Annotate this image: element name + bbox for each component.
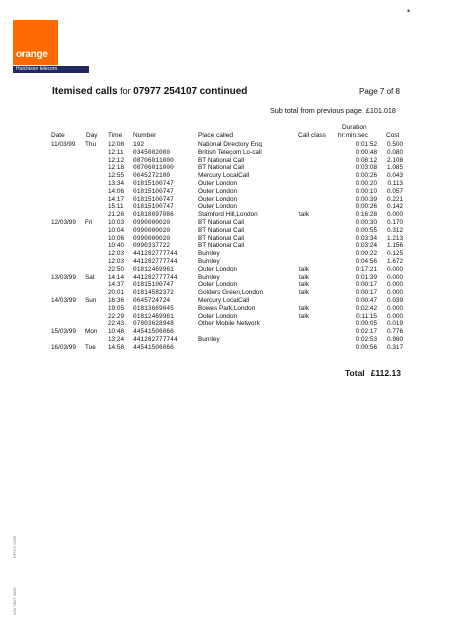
cell-class: talk [299, 312, 309, 320]
cell-place: BT National Call [198, 226, 245, 234]
cell-class [299, 172, 343, 180]
subtotal-value: £101.018 [365, 106, 396, 115]
cell-number: 01815100747 [133, 281, 174, 289]
cell-class [299, 320, 343, 328]
cell-date: 16/03/99 [51, 343, 76, 351]
cell-cost: 0.000 [387, 289, 403, 297]
table-row [51, 274, 403, 282]
cell-number: 44541506066 [133, 343, 174, 351]
cell-cost: 0.776 [387, 328, 403, 336]
cell-time: 12:03 [108, 250, 124, 258]
cell-class [299, 196, 343, 204]
cell-duration: 0:01:39 [355, 273, 377, 281]
cell-date [51, 149, 85, 157]
cell-class [299, 336, 343, 344]
cell-place: National Directory Enq [198, 141, 262, 148]
table-row [51, 157, 403, 165]
cell-time: 10:04 [108, 226, 124, 234]
cell-place: BT National Call [198, 234, 245, 242]
cell-number: 0645724724 [133, 296, 171, 304]
table-row [51, 149, 403, 157]
total-label: Total [345, 368, 365, 378]
cell-cost: 0.000 [387, 304, 403, 312]
table-row [51, 258, 403, 266]
cell-time: 22:50 [108, 265, 124, 273]
cell-place: Golders Green,London [198, 289, 264, 297]
cell-time: 20:01 [108, 289, 124, 297]
cell-cost: 1.672 [387, 257, 403, 265]
cell-duration: 0:00:47 [355, 296, 377, 304]
table-row [51, 242, 403, 250]
table-row [51, 297, 403, 305]
calls-table [51, 141, 403, 352]
cell-class [299, 328, 343, 336]
cell-date [51, 180, 85, 188]
table-row [51, 266, 403, 274]
cell-duration: 0:00:30 [355, 218, 377, 226]
cell-duration: 0:08:12 [355, 156, 377, 164]
table-row [51, 203, 403, 211]
cell-day [85, 258, 108, 266]
cell-time: 12:11 [108, 148, 124, 156]
cell-duration: 0:03:24 [355, 242, 377, 250]
cell-date [51, 242, 85, 250]
cell-time: 12:08 [108, 141, 124, 148]
cell-cost: 0.312 [387, 226, 403, 234]
cell-time: 14:37 [108, 281, 124, 289]
cell-class [299, 203, 343, 211]
table-row [51, 281, 403, 289]
cell-duration: 0:11:15 [356, 312, 377, 320]
cell-cost: 0.980 [387, 335, 403, 343]
table-row [51, 328, 403, 336]
cell-duration: 0:01:52 [355, 141, 377, 148]
cell-date [51, 172, 85, 180]
cell-duration: 0:02:42 [355, 304, 377, 312]
col-duration-top: Duration [342, 124, 367, 131]
logo-tagline: Hutchison telecom [13, 66, 89, 73]
cell-day [85, 196, 108, 204]
col-place: Place called [198, 132, 234, 139]
cell-duration: 0:00:39 [355, 195, 377, 203]
cell-class [299, 149, 343, 157]
cell-time: 22:43 [108, 320, 124, 328]
table-row [51, 188, 403, 196]
cell-cost: 0.500 [387, 141, 403, 148]
cell-time: 13:24 [108, 335, 124, 343]
table-row [51, 344, 403, 352]
table-row [51, 250, 403, 258]
cell-cost: 1.213 [387, 234, 403, 242]
cell-place: Burnley [198, 273, 220, 281]
total-line [345, 368, 401, 378]
cell-duration: 0:00:17 [355, 281, 377, 289]
cell-cost: 0.057 [387, 187, 403, 195]
cell-number: 01815100747 [133, 179, 174, 187]
cell-cost: 0.000 [387, 312, 403, 320]
cell-day: Tue [85, 343, 96, 351]
cell-date [51, 203, 85, 211]
cell-class [299, 141, 343, 149]
cell-date [51, 211, 85, 219]
cell-day [85, 227, 108, 235]
table-row [51, 172, 403, 180]
table-row [51, 180, 403, 188]
cell-number: 0990000020 [133, 234, 171, 242]
table-row [51, 320, 403, 328]
cell-duration: 0:02:53 [355, 335, 377, 343]
cell-time: 13:34 [108, 179, 124, 187]
cell-time: 19:05 [108, 304, 124, 312]
cell-number: 441282777744 [133, 273, 178, 281]
cell-number: 0345002000 [133, 148, 171, 156]
cell-place: Outer London [198, 312, 238, 320]
cell-duration: 0:16:28 [355, 211, 377, 219]
cell-date: 14/03/99 [51, 296, 76, 304]
cell-cost: 0.221 [387, 195, 403, 203]
col-day: Day [86, 132, 98, 139]
cell-date [51, 250, 85, 258]
cell-number: 01814582372 [133, 289, 174, 297]
cell-time: 14:17 [108, 195, 124, 203]
phone-number: 07977 254107 [133, 86, 198, 97]
cell-cost: 0.170 [387, 218, 403, 226]
subtotal-line [270, 106, 396, 115]
cell-class: talk [299, 289, 309, 297]
cell-place: Other Mobile Network [198, 320, 260, 328]
cell-class [299, 219, 343, 227]
cell-number: 01815100747 [133, 203, 174, 211]
cell-duration: 0:00:26 [355, 172, 377, 180]
table-row [51, 305, 403, 313]
cell-time: 16:36 [108, 296, 124, 304]
side-mark-2: A09 7B07 4068 [12, 587, 17, 615]
cell-number: 01812469961 [133, 265, 174, 273]
cell-date [51, 266, 85, 274]
cell-cost: 0.000 [387, 273, 403, 281]
cell-place: Outer London [198, 195, 238, 203]
cell-cost: 0.000 [387, 211, 403, 219]
cell-day [85, 188, 108, 196]
table-row [51, 289, 403, 297]
col-date: Date [51, 132, 65, 139]
cell-number: 0990337722 [133, 242, 171, 250]
cell-cost: 1.156 [387, 242, 403, 250]
cell-number: 0645272100 [133, 172, 171, 180]
cell-number: 01815100747 [133, 195, 174, 203]
cell-place: Outer London [198, 281, 238, 289]
cell-day [85, 172, 108, 180]
cell-date [51, 336, 85, 344]
cell-day [85, 180, 108, 188]
cell-place: Bowes Park,London [198, 304, 256, 312]
cell-day: Sat [85, 273, 95, 281]
side-mark-1: DP072 0299 [12, 535, 17, 558]
cell-time: 12:03 [108, 257, 124, 265]
col-cost: Cost [386, 132, 400, 139]
cell-class [299, 297, 343, 305]
cell-cost: 0.113 [387, 179, 403, 187]
cell-day [85, 313, 108, 321]
cell-day [85, 289, 108, 297]
cell-class [299, 344, 343, 352]
cell-date [51, 157, 85, 165]
cell-duration: 0:00:56 [355, 343, 377, 351]
table-row [51, 211, 403, 219]
cell-time: 10:48 [108, 328, 124, 336]
cell-place: Mercury LocalCall [198, 172, 250, 180]
cell-class: talk [299, 304, 309, 312]
table-row [51, 227, 403, 235]
cell-day: Sun [85, 296, 97, 304]
cell-cost: 0.019 [387, 320, 403, 328]
cell-day [85, 320, 108, 328]
cell-day [85, 281, 108, 289]
cell-number: 192 [133, 141, 145, 148]
cell-date: 11/03/99 [51, 141, 76, 148]
page-number: Page 7 of 8 [359, 87, 400, 96]
cell-class [299, 180, 343, 188]
cell-number: 441282777744 [133, 257, 178, 265]
cell-number: 441282777744 [133, 250, 178, 258]
cell-cost: 0.039 [387, 296, 403, 304]
cell-cost: 0.080 [387, 148, 403, 156]
cell-place [198, 328, 299, 336]
cell-cost: 0.317 [387, 343, 403, 351]
cell-duration: 0:03:08 [355, 164, 377, 172]
cell-day [85, 250, 108, 258]
title-continued: continued [199, 86, 248, 97]
cell-date: 12/03/99 [51, 218, 76, 226]
cell-cost: 0.125 [387, 250, 403, 258]
table-row [51, 235, 403, 243]
cell-date [51, 313, 85, 321]
cell-number: 08706011000 [133, 164, 174, 172]
cell-duration: 0:00:48 [355, 148, 377, 156]
cell-place [198, 344, 299, 352]
col-duration-bottom: hr:min:sec [338, 132, 368, 139]
cell-time: 14:06 [108, 187, 124, 195]
col-number: Number [133, 132, 157, 139]
cell-date [51, 196, 85, 204]
cell-time: 10:03 [108, 218, 124, 226]
cell-duration: 0:02:17 [355, 328, 377, 336]
cell-cost: 0.142 [387, 203, 403, 211]
corner-mark: • [407, 6, 411, 16]
cell-duration: 0:00:20 [355, 179, 377, 187]
cell-time: 22:29 [108, 312, 124, 320]
cell-number: 0990000020 [133, 218, 171, 226]
cell-duration: 0:00:05 [355, 320, 377, 328]
cell-place: Burnley [198, 250, 220, 258]
table-row [51, 313, 403, 321]
cell-class [299, 164, 343, 172]
cell-time: 15:11 [108, 203, 124, 211]
logo-word: orange [16, 49, 48, 60]
cell-number: 07803628948 [133, 320, 174, 328]
cell-day [85, 164, 108, 172]
cell-place: Outer London [198, 187, 238, 195]
cell-time: 12:55 [108, 172, 124, 180]
cell-place: Burnley [198, 257, 220, 265]
cell-class [299, 258, 343, 266]
cell-place: BT National Call [198, 164, 245, 172]
cell-duration: 0:00:26 [355, 203, 377, 211]
col-class: Call class [298, 132, 326, 139]
cell-place: Outer London [198, 265, 238, 273]
cell-number: 0990000020 [133, 226, 171, 234]
cell-class [299, 235, 343, 243]
cell-day [85, 157, 108, 165]
cell-number: 01813669045 [133, 304, 174, 312]
cell-class [299, 250, 343, 258]
cell-date [51, 188, 85, 196]
cell-day [85, 305, 108, 313]
cell-time: 12:18 [108, 164, 124, 172]
cell-class: talk [299, 273, 309, 281]
table-row [51, 219, 403, 227]
cell-day [85, 242, 108, 250]
cell-place: Outer London [198, 203, 238, 211]
cell-number: 441282777744 [133, 335, 178, 343]
cell-place: Outer London [198, 179, 238, 187]
cell-cost: 0.000 [387, 265, 403, 273]
cell-duration: 0:17:21 [355, 265, 377, 273]
cell-date: 13/03/99 [51, 273, 76, 281]
cell-number: 44541506066 [133, 328, 174, 336]
cell-number: 01818097086 [133, 211, 174, 219]
cell-place: BT National Call [198, 156, 245, 164]
cell-day [85, 211, 108, 219]
cell-cost: 1.085 [387, 164, 403, 172]
cell-duration: 0:00:17 [355, 289, 377, 297]
calls-table-body [51, 141, 403, 352]
total-value: £112.13 [370, 368, 401, 378]
cell-cost: 0.000 [387, 281, 403, 289]
cell-time: 14:14 [108, 273, 124, 281]
cell-date [51, 289, 85, 297]
subtotal-label: Sub total from previous page [270, 106, 362, 115]
cell-duration: 0:00:22 [355, 250, 377, 258]
cell-number: 01812469961 [133, 312, 174, 320]
title-for: for [120, 86, 131, 96]
page-title [52, 86, 247, 97]
cell-place: BT National Call [198, 218, 245, 226]
cell-duration: 0:00:55 [355, 226, 377, 234]
cell-place: Burnley [198, 335, 220, 343]
cell-day [85, 203, 108, 211]
cell-date [51, 281, 85, 289]
cell-date [51, 320, 85, 328]
cell-number: 01815100747 [133, 187, 174, 195]
cell-date [51, 164, 85, 172]
cell-class: talk [299, 265, 309, 273]
cell-cost: 0.043 [387, 172, 403, 180]
cell-class [299, 157, 343, 165]
cell-date [51, 227, 85, 235]
cell-duration: 0:04:56 [355, 257, 377, 265]
cell-day: Mon [85, 328, 98, 336]
cell-class [299, 188, 343, 196]
table-row [51, 196, 403, 204]
table-row [51, 336, 403, 344]
cell-time: 10:40 [108, 242, 124, 250]
cell-cost: 2.108 [387, 156, 403, 164]
cell-day: Thu [85, 141, 97, 148]
cell-place: Mercury LocalCall [198, 296, 250, 304]
cell-time: 14:58 [108, 343, 124, 351]
cell-class [299, 242, 343, 250]
cell-date [51, 235, 85, 243]
cell-date [51, 305, 85, 313]
orange-logo [13, 20, 58, 65]
cell-time: 12:12 [108, 156, 124, 164]
cell-day [85, 149, 108, 157]
table-row [51, 164, 403, 172]
cell-duration: 0:00:10 [355, 187, 377, 195]
cell-duration: 0:03:34 [355, 234, 377, 242]
cell-time: 21:26 [108, 211, 124, 219]
cell-place: British Telecom Lo-call [198, 148, 262, 156]
cell-day: Fri [85, 218, 93, 226]
cell-day [85, 336, 108, 344]
cell-day [85, 235, 108, 243]
title-prefix: Itemised calls [52, 86, 118, 97]
cell-time: 10:06 [108, 234, 124, 242]
cell-class: talk [299, 281, 309, 289]
cell-number: 08706011000 [133, 156, 174, 164]
cell-date: 15/03/99 [51, 328, 76, 336]
col-time: Time [108, 132, 123, 139]
table-row [51, 141, 403, 149]
cell-day [85, 266, 108, 274]
cell-place: BT National Call [198, 242, 245, 250]
cell-class: talk [299, 211, 309, 219]
cell-class [299, 227, 343, 235]
cell-date [51, 258, 85, 266]
cell-place: Stamford Hill,London [198, 211, 258, 219]
